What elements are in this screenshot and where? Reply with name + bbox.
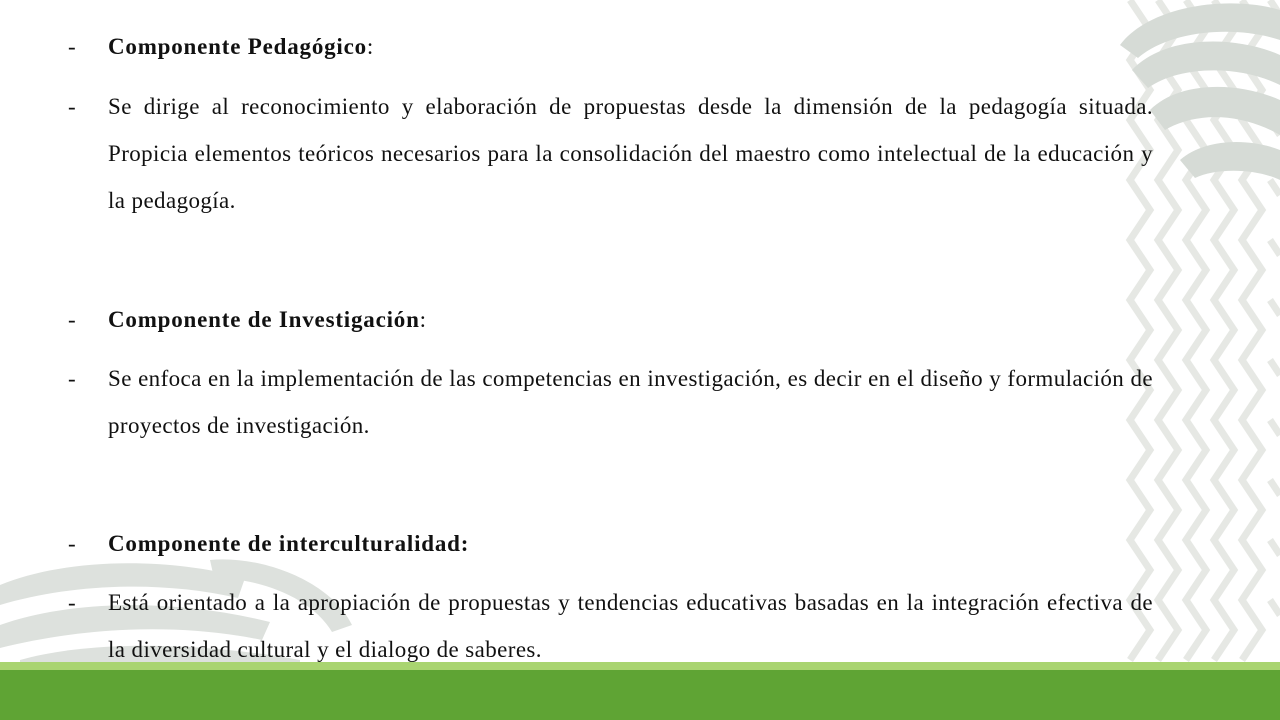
list-item (68, 83, 1153, 224)
bullet-dash: - (68, 590, 77, 615)
footer-bar-light (0, 662, 1280, 670)
footer-bar (0, 670, 1280, 720)
list-item (68, 520, 1153, 567)
list-item (68, 296, 1153, 343)
list-item (68, 23, 1153, 70)
bullet-dash: - (68, 307, 77, 332)
bullet-dash: - (68, 34, 77, 59)
heading-title: Componente Pedagógico (108, 34, 367, 59)
list-item (68, 355, 1153, 449)
list-item (68, 579, 1153, 673)
heading-colon: : (419, 307, 427, 332)
item-paragraph: Se enfoca en la implementación de las competencias en investigación, es decir en el diseño y formulación de proyectos de investigación. (108, 366, 1153, 438)
heading-colon: : (366, 34, 375, 59)
item-heading (108, 296, 1153, 343)
item-heading: Componente de interculturalidad: (108, 531, 470, 556)
item-paragraph: Se dirige al reconocimiento y elaboración de propuestas desde la dimensión de la pedagogía situada. Propicia elementos teóricos necesarios para la consolidación del maestro como intelectual de la educación y la pedagogía. (108, 94, 1153, 213)
item-paragraph: Está orientado a la apropiación de propuestas y tendencias educativas basadas en la integración efectiva de la diversidad cultural y el dialogo de saberes. (108, 590, 1153, 662)
bullet-dash: - (68, 94, 77, 119)
bullet-dash: - (68, 366, 77, 391)
bullet-dash: - (68, 531, 77, 556)
item-heading (108, 23, 1153, 70)
heading-title: Componente de Investigación (108, 307, 420, 332)
